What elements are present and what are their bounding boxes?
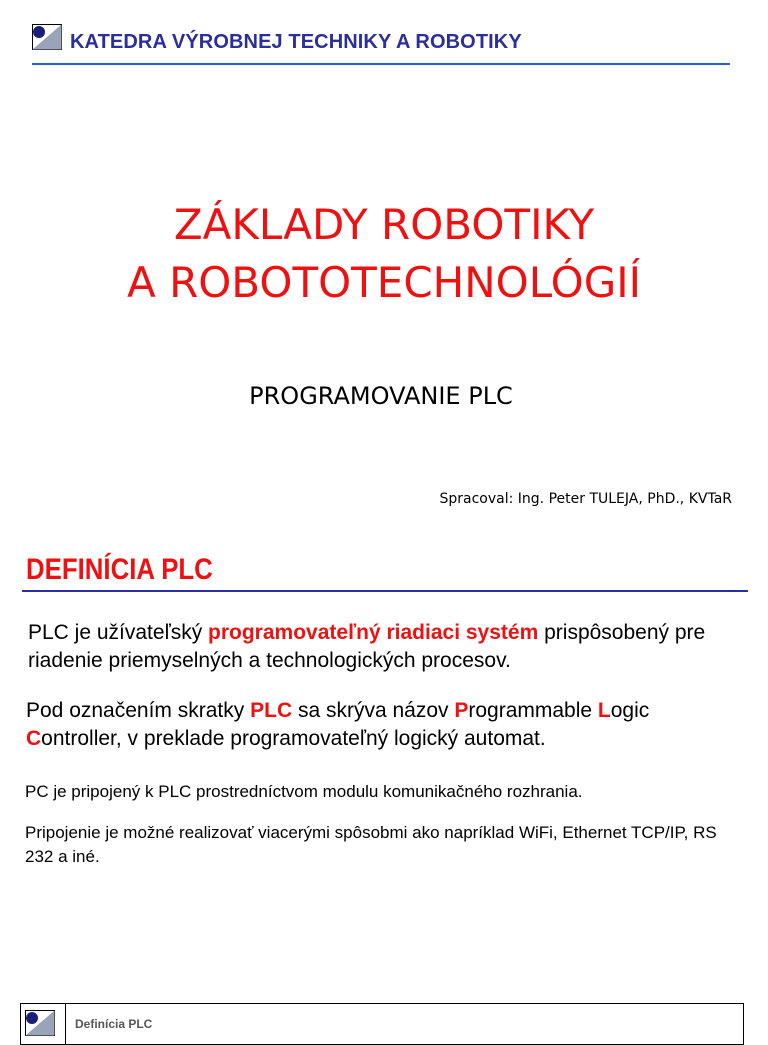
acronym-paragraph — [26, 697, 756, 753]
author-credit: Spracoval: Ing. Peter TULEJA, PhD., KVTaR — [439, 491, 732, 507]
footer-separator — [65, 1004, 66, 1044]
presentation-title — [0, 196, 768, 312]
department-logo-icon — [25, 1010, 55, 1036]
department-logo-icon — [32, 24, 62, 50]
presentation-subtitle: PROGRAMOVANIE PLC — [249, 382, 513, 410]
title-line-2: A ROBOTOTECHNOLÓGIÍ — [126, 258, 642, 307]
p2-letter-p: P — [454, 699, 469, 722]
slide-footer — [20, 1003, 744, 1045]
p2-text-1: Pod označením skratky — [26, 699, 251, 722]
department-name: KATEDRA VÝROBNEJ TECHNIKY A ROBOTIKY — [70, 31, 522, 53]
footer-title: Definícia PLC — [75, 1017, 153, 1031]
header-divider — [32, 63, 730, 65]
p1-text-after: prispôsobený pre riadenie priemyselných a technologických procesov. — [28, 621, 706, 672]
definition-paragraph — [28, 619, 758, 675]
p2-text-3: rogrammable — [468, 699, 598, 722]
connection-methods-paragraph: Pripojenie je možné realizovať viacerými spôsobmi ako napríklad WiFi, Ethernet TCP/IP, RS 232 a iné. — [25, 823, 717, 866]
p2-letter-l: L — [597, 699, 611, 722]
section-title: DEFINÍCIA PLC — [26, 553, 213, 586]
p2-text-5: ontroller, v preklade programovateľný logický automat. — [41, 727, 546, 750]
p1-text-before: PLC je užívateľský — [28, 621, 209, 644]
section-divider — [22, 590, 748, 592]
p1-highlight: programovateľný riadiaci systém — [208, 621, 539, 644]
p2-text-4: ogic — [610, 699, 650, 722]
p2-letter-c: C — [26, 727, 42, 750]
title-line-1: ZÁKLADY ROBOTIKY — [173, 200, 595, 249]
connection-paragraph: PC je pripojený k PLC prostredníctvom modulu komunikačného rozhrania. — [25, 782, 583, 801]
p2-plc-highlight: PLC — [250, 699, 293, 722]
p2-text-2: sa skrýva názov — [292, 699, 455, 722]
